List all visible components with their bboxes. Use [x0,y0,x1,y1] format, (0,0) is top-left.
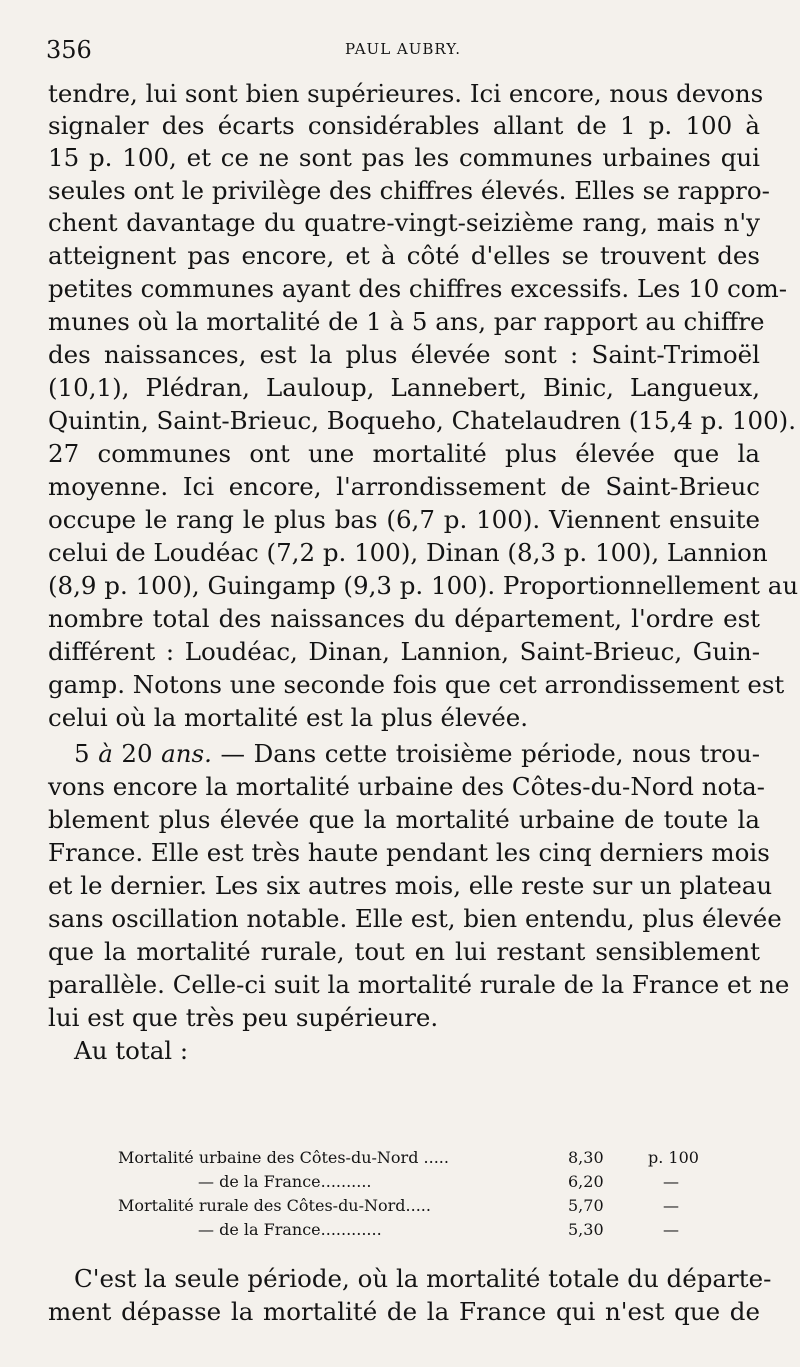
text-line: France. Elle est très haute pendant les cinq derniers mois [48,838,770,867]
text-line: (8,9 p. 100), Guingamp (9,3 p. 100). Proportionnellement au [48,571,799,600]
table-row-label: — de la France.......... [198,1172,372,1191]
text-line: 27 communes ont une mortalité plus élevée que la [48,439,760,468]
text-line: seules ont le privilège des chiffres élevés. Elles se rappro- [48,176,770,205]
section-label-unit: ans. [161,739,212,768]
table-row-label: Mortalité urbaine des Côtes-du-Nord ..... [118,1148,449,1167]
text-line: atteignent pas encore, et à côté d'elles se trouvent des [48,241,760,270]
text-line: lui est que très peu supérieure. [48,1003,439,1032]
text-line: Quintin, Saint-Brieuc, Boqueho, Chatelaudren (15,4 p. 100). [48,406,797,435]
text-line: des naissances, est la plus élevée sont : Saint-Trimoël [48,340,760,369]
section-label-a: à [98,739,113,768]
text-line: signaler des écarts considérables allant de 1 p. 100 à [48,111,760,140]
text-line: parallèle. Celle-ci suit la mortalité rurale de la France et ne [48,970,790,999]
table-row-label: Mortalité rurale des Côtes-du-Nord..... [118,1196,431,1215]
text-line: ment dépasse la mortalité de la France qui n'est que de [48,1297,760,1326]
mortality-table [118,1146,718,1266]
table-row-value: 5,70 [568,1196,604,1215]
table-row-value: 6,20 [568,1172,604,1191]
page-header [46,36,760,66]
table-row-value: 8,30 [568,1148,604,1167]
text-line: différent : Loudéac, Dinan, Lannion, Saint-Brieuc, Guin- [48,637,760,666]
text-line: tendre, lui sont bien supérieures. Ici encore, nous devons [48,79,764,108]
au-total-label: Au total : [74,1036,189,1065]
section-first-line-text: — Dans cette troisième période, nous trou- [220,739,761,768]
table-row-unit: — [663,1172,679,1191]
table-row-unit: p. 100 [648,1148,699,1167]
text-line: munes où la mortalité de 1 à 5 ans, par rapport au chiffre [48,307,765,336]
table-row [118,1170,718,1194]
table-row [118,1218,718,1242]
text-line: occupe le rang le plus bas (6,7 p. 100). Viennent ensuite [48,505,760,534]
page-number: 356 [46,36,92,64]
section-label-end: 20 [121,739,153,768]
table-row [118,1194,718,1218]
table-row-value: 5,30 [568,1220,604,1239]
table-row-label: — de la France............ [198,1220,382,1239]
text-line: gamp. Notons une seconde fois que cet arrondissement est [48,670,785,699]
text-line: moyenne. Ici encore, l'arrondissement de Saint-Brieuc [48,472,760,501]
text-line: sans oscillation notable. Elle est, bien entendu, plus élevée [48,904,782,933]
table-row-unit: — [663,1220,679,1239]
text-line: petites communes ayant des chiffres excessifs. Les 10 com- [48,274,788,303]
section-label-start: 5 [74,739,90,768]
text-line: 15 p. 100, et ce ne sont pas les communes urbaines qui [48,143,760,172]
text-line: (10,1), Plédran, Lauloup, Lannebert, Binic, Langueux, [48,373,760,402]
text-line: que la mortalité rurale, tout en lui restant sensiblement [48,937,760,966]
table-row [118,1146,718,1170]
section-first-line [74,738,760,770]
running-title: PAUL AUBRY. [345,40,461,58]
text-line: blement plus élevée que la mortalité urbaine de toute la [48,805,760,834]
text-line: celui où la mortalité est la plus élevée. [48,703,529,732]
text-line: chent davantage du quatre-vingt-seizième rang, mais n'y [48,208,760,237]
text-line: C'est la seule période, où la mortalité totale du départe- [74,1264,772,1293]
text-line: celui de Loudéac (7,2 p. 100), Dinan (8,3 p. 100), Lannion [48,538,768,567]
table-row-unit: — [663,1196,679,1215]
text-line: nombre total des naissances du département, l'ordre est [48,604,760,633]
text-line: vons encore la mortalité urbaine des Côtes-du-Nord nota- [48,772,765,801]
text-line: et le dernier. Les six autres mois, elle reste sur un plateau [48,871,773,900]
